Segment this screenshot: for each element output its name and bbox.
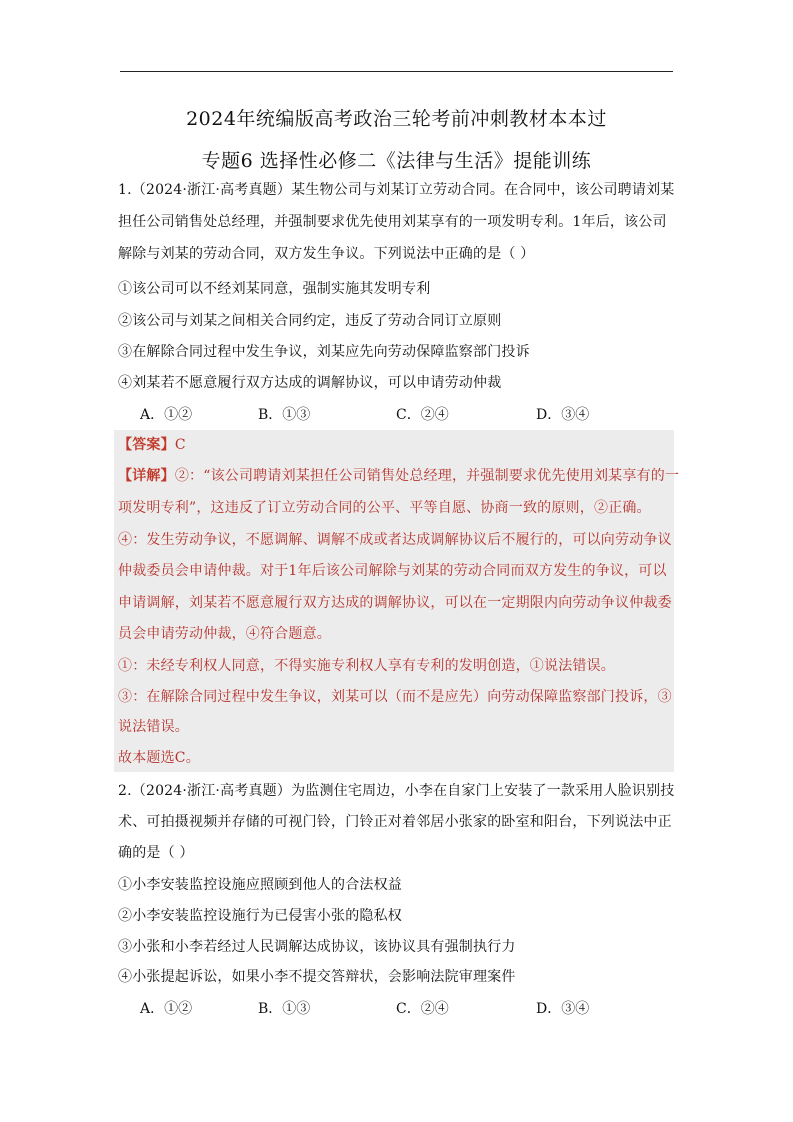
q1-detail-line-6: 员会申请劳动仲裁，④符合题意。 [118, 626, 331, 642]
q2-stem-line-2: 术、可拍摄视频并存储的可视门铃，门铃正对着邻居小张家的卧室和阳台，下列说法中正 [118, 814, 672, 830]
q1-detail-line-4: 仲裁委员会申请仲裁。对于1年后该公司解除与刘某的劳动合同而双方发生的争议，可以 [118, 563, 667, 579]
q1-option-b: B．①③ [258, 407, 311, 423]
q1-statement-3: ③在解除合同过程中发生争议，刘某应先向劳动保障监察部门投诉 [118, 344, 530, 360]
q1-stem-line-1: 1.（2024·浙江·高考真题）某生物公司与刘某订立劳动合同。在合同中，该公司聘请刘某 [118, 182, 675, 198]
q1-detail-line-3: ④：发生劳动争议，不愿调解、调解不成或者达成调解协议后不履行的，可以向劳动争议 [118, 532, 672, 548]
q1-option-d: D．③④ [536, 407, 590, 423]
q2-stem-line-3: 确的是（ ） [118, 845, 194, 861]
q2-option-a: A．①② [140, 1001, 193, 1017]
q2-option-c: C．②④ [396, 1001, 449, 1017]
q1-detail-line-7: ①：未经专利权人同意，不得实施专利权人享有专利的发明创造，①说法错误。 [118, 658, 615, 674]
q1-detail-line-5: 申请调解，刘某若不愿意履行双方达成的调解协议，可以在一定期限内向劳动争议仲裁委 [118, 595, 672, 611]
q1-detail-line-1 [118, 466, 678, 486]
q2-option-b: B．①③ [258, 1001, 311, 1017]
q1-options [140, 404, 660, 424]
q1-statement-2: ②该公司与刘某之间相关合同约定，违反了劳动合同订立原则 [118, 313, 502, 329]
q1-answer [118, 435, 678, 455]
q2-statement-3: ③小张和小李若经过人民调解达成协议，该协议具有强制执行力 [118, 939, 516, 955]
q1-stem-line-2: 担任公司销售处总经理，并强制要求优先使用刘某享有的一项发明专利。1年后，该公司 [118, 214, 667, 230]
q1-option-c: C．②④ [396, 407, 449, 423]
answer-value: C [174, 437, 186, 453]
q1-statement-4: ④刘某若不愿意履行双方达成的调解协议，可以申请劳动仲裁 [118, 375, 502, 391]
document-title: 2024年统编版高考政治三轮考前冲刺教材本本过 [186, 108, 607, 130]
q2-options [140, 998, 660, 1018]
q1-detail-line-9: 说法错误。 [118, 719, 189, 735]
q2-statement-1: ①小李安装监控设施应照顾到他人的合法权益 [118, 877, 402, 893]
q1-option-a: A．①② [140, 407, 193, 423]
q2-statement-2: ②小李安装监控设施行为已侵害小张的隐私权 [118, 908, 402, 924]
detail-text: ②：“该公司聘请刘某担任公司销售处总经理，并强制要求优先使用刘某享有的一 [174, 468, 680, 484]
q1-stem-line-3: 解除与刘某的劳动合同，双方发生争议。下列说法中正确的是（ ） [118, 246, 535, 262]
detail-label: 【详解】 [118, 468, 175, 484]
q1-detail-line-2: 项发明专利”，这违反了订立劳动合同的公平、平等自愿、协商一致的原则，②正确。 [118, 500, 651, 516]
header-rule [120, 71, 673, 72]
document-subtitle: 专题6 选择性必修二《法律与生活》提能训练 [201, 150, 592, 172]
q1-detail-line-8: ③：在解除合同过程中发生争议，刘某可以（而不是应先）向劳动保障监察部门投诉，③ [118, 689, 672, 705]
q2-option-d: D．③④ [536, 1001, 590, 1017]
q1-detail-line-10: 故本题选C。 [118, 750, 200, 766]
q2-statement-4: ④小张提起诉讼，如果小李不提交答辩状，会影响法院审理案件 [118, 969, 516, 985]
answer-label: 【答案】 [118, 437, 175, 453]
q1-statement-1: ①该公司可以不经刘某同意，强制实施其发明专利 [118, 281, 431, 297]
q2-stem-line-1: 2.（2024·浙江·高考真题）为监测住宅周边，小李在自家门上安装了一款采用人脸识别技 [118, 783, 675, 799]
